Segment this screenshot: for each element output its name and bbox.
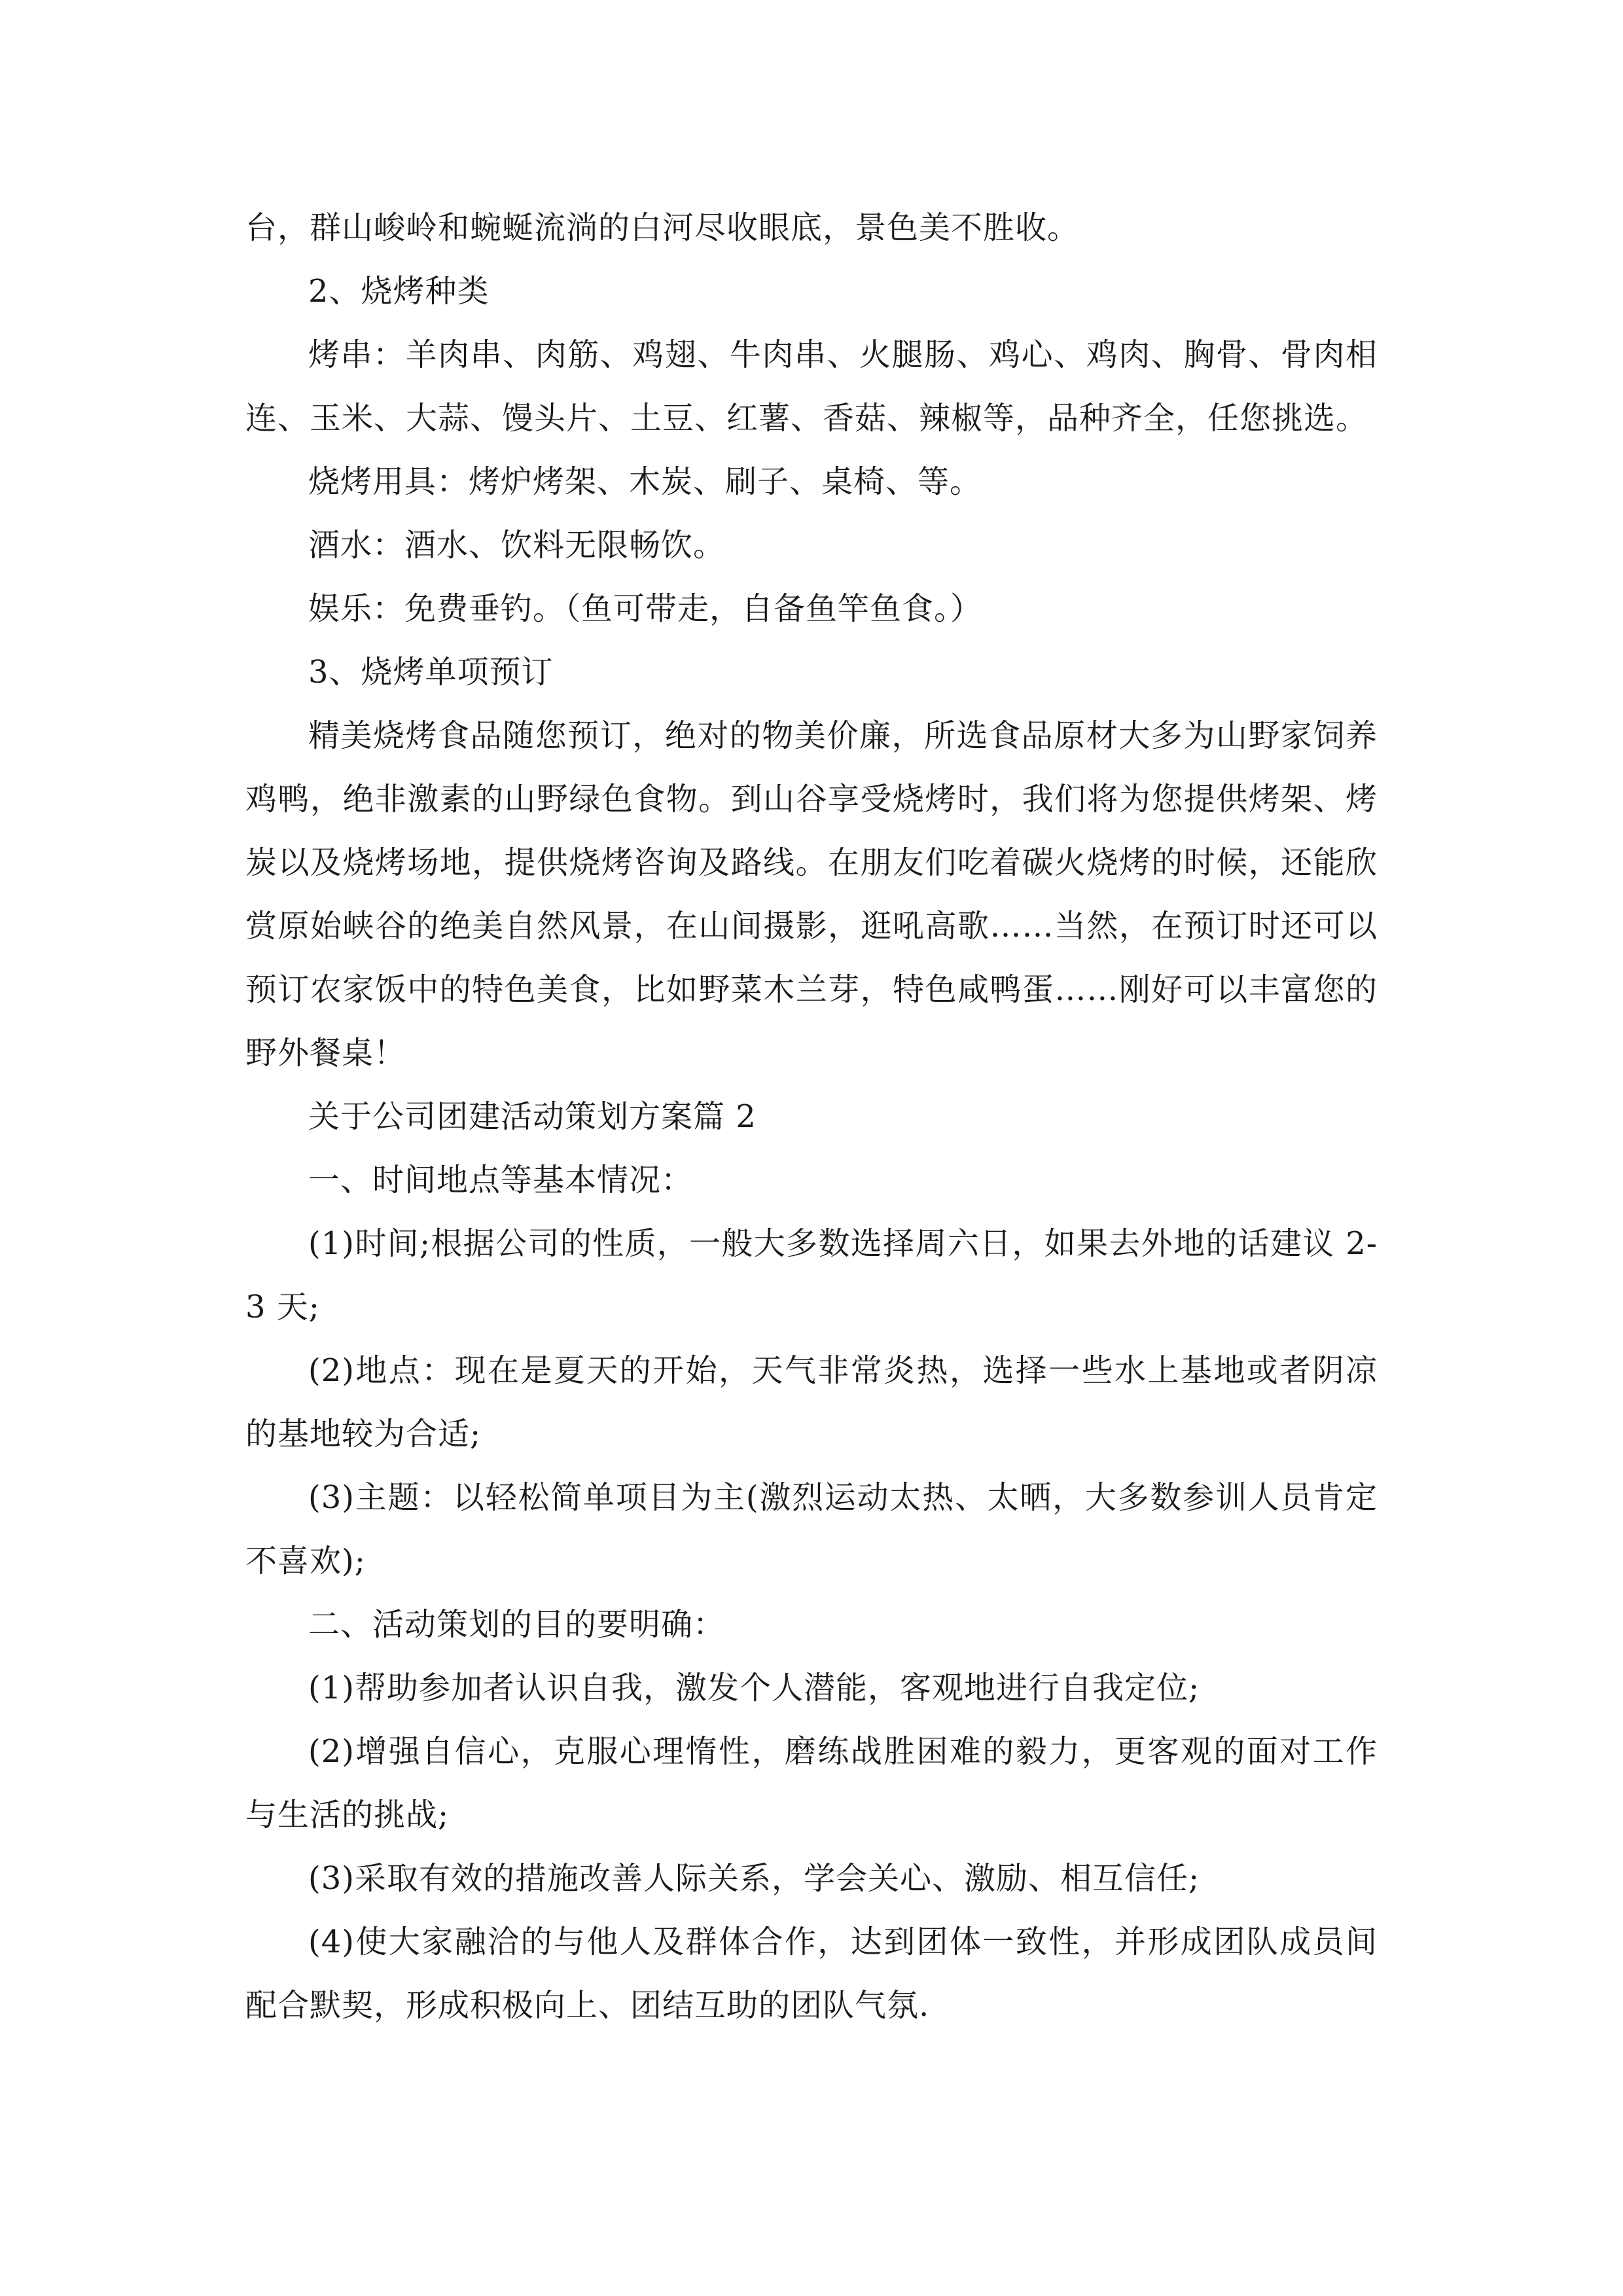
list-item-goal-4: (4)使大家融洽的与他人及群体合作，达到团体一致性，并形成团队成员间配合默契，形成积极向上、团结互助的团队气氛. <box>245 1924 1378 2024</box>
list-item-time: (1)时间;根据公司的性质，一般大多数选择周六日，如果去外地的话建议 2-3 天; <box>245 1225 1378 1325</box>
paragraph-drinks: 酒水：酒水、饮料无限畅饮。 <box>308 527 726 564</box>
heading-bbq-types: 2、烧烤种类 <box>308 273 490 310</box>
list-item-goal-1: (1)帮助参加者认识自我，激发个人潜能，客观地进行自我定位; <box>308 1670 1200 1706</box>
list-item-location: (2)地点：现在是夏天的开始，天气非常炎热，选择一些水上基地或者阴凉的基地较为合适; <box>245 1352 1378 1452</box>
list-item-theme: (3)主题：以轻松简单项目为主(激烈运动太热、太晒，大多数参训人员肯定不喜欢); <box>245 1479 1378 1579</box>
heading-goals: 二、活动策划的目的要明确： <box>308 1606 726 1643</box>
document-body <box>245 196 1378 2037</box>
list-item-goal-2: (2)增强自信心，克服心理惰性，磨练战胜困难的毅力，更客观的面对工作与生活的挑战; <box>245 1733 1378 1833</box>
heading-basic-info: 一、时间地点等基本情况： <box>308 1162 694 1198</box>
paragraph-booking-details: 精美烧烤食品随您预订，绝对的物美价廉，所选食品原材大多为山野家饲养鸡鸭，绝非激素的山野绿色食物。到山谷享受烧烤时，我们将为您提供烤架、烤炭以及烧烤场地，提供烧烤咨询及路线。在朋友们吃着碳火烧烤的时候，还能欣赏原始峡谷的绝美自然风景，在山间摄影，逛吼高歌……当然，在预订时还可以预订农家饭中的特色美食，比如野菜木兰芽，特色咸鸭蛋……刚好可以丰富您的野外餐桌！ <box>245 717 1378 1071</box>
paragraph-skewers: 烤串：羊肉串、肉筋、鸡翅、牛肉串、火腿肠、鸡心、鸡肉、胸骨、骨肉相连、玉米、大蒜、馒头片、土豆、红薯、香菇、辣椒等，品种齐全，任您挑选。 <box>245 336 1378 437</box>
heading-bbq-booking: 3、烧烤单项预订 <box>308 654 554 691</box>
paragraph-scenery-continuation: 台，群山峻岭和蜿蜒流淌的白河尽收眼底，景色美不胜收。 <box>245 209 1080 246</box>
list-item-goal-3: (3)采取有效的措施改善人际关系，学会关心、激励、相互信任; <box>308 1860 1200 1897</box>
section-title-plan-2: 关于公司团建活动策划方案篇 2 <box>308 1098 757 1135</box>
paragraph-entertainment: 娱乐：免费垂钓。（鱼可带走，自备鱼竿鱼食。） <box>308 590 983 627</box>
paragraph-bbq-tools: 烧烤用具：烤炉烤架、木炭、刷子、桌椅、等。 <box>308 463 982 500</box>
